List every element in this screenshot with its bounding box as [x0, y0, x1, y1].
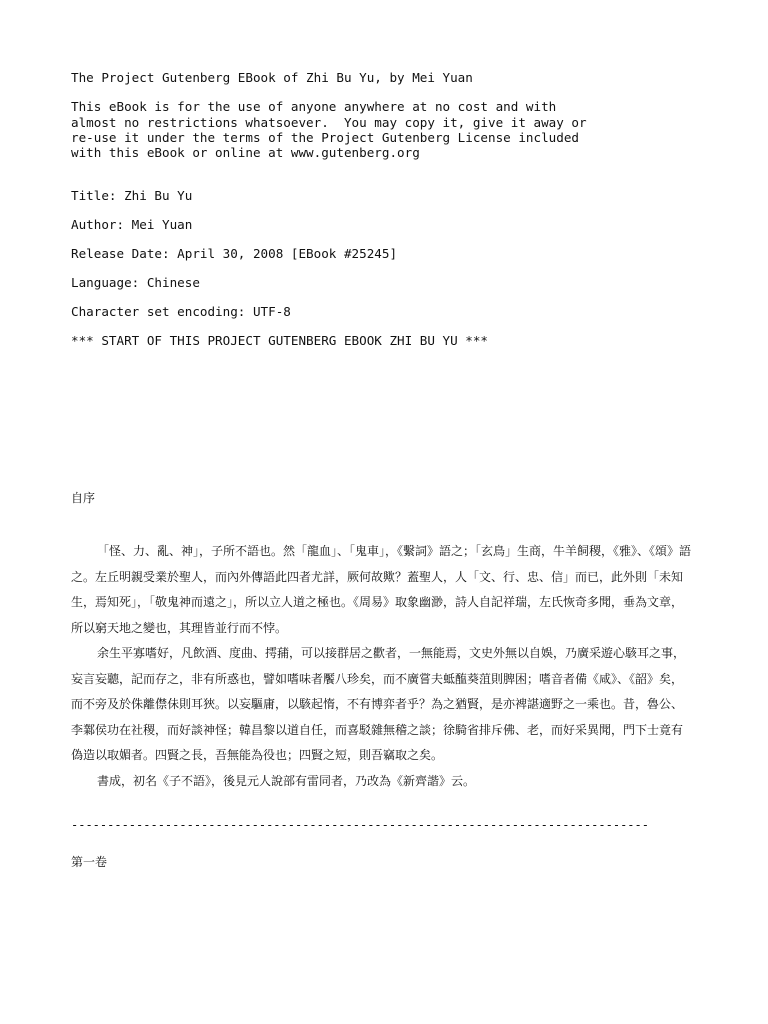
meta-encoding: Character set encoding: UTF-8 — [71, 304, 291, 319]
preface-paragraph-2: 余生平寡嗜好，凡飲酒、度曲、摴蒱，可以接群居之歡者，一無能焉，文史外無以自娛，乃廣采遊心駭耳之事，妄言妄聽，記而存之，非有所惑也，譬如嗜味者饜八珍矣，而不廣嘗夫蚳醢葵菹則脾困；嗜音者備《咸》、《韶》矣，而不旁及於侏離僸佅則耳狹。以妄驅庸，以駭起惰，不有博弈者乎？為之猶賢，是亦裨諶適野之一乘也。昔，魯公、李鄴侯功在社稷，而好談神怪；韓昌黎以道自任，而喜駁雜無稽之談；徐騎省排斥佛、老，而好采異聞，門下士竟有偽造以取媚者。四賢之長，吾無能為役也；四賢之短，則吾竊取之矣。 — [71, 646, 686, 762]
meta-author: Author: Mei Yuan — [71, 217, 193, 232]
meta-title: Title: Zhi Bu Yu — [71, 188, 193, 203]
preface-heading: 自序 — [71, 491, 96, 505]
preface-body — [71, 539, 691, 794]
preface-paragraph-1: 「怪、力、亂、神」，子所不語也。然「龍血」、「鬼車」，《繫詞》語之；「玄鳥」生商，牛羊飼稷，《雅》、《頌》語之。左丘明親受業於聖人，而內外傳語此四者尤詳，厥何故歟？蓋聖人，人「文、行、忠、信」而已，此外則「未知生，焉知死」，「敬鬼神而遠之」，所以立人道之極也。《周易》取象幽渺，詩人自記祥瑞，左氏恢奇多聞，垂為文章，所以窮天地之變也，其理皆並行而不悖。 — [71, 544, 692, 635]
start-marker: *** START OF THIS PROJECT GUTENBERG EBOOK ZHI BU YU *** — [71, 333, 489, 348]
license-line-1: This eBook is for the use of anyone anywhere at no cost and with — [71, 99, 557, 114]
meta-release-date: Release Date: April 30, 2008 [EBook #25245] — [71, 246, 398, 261]
section-divider: -------------------------------------------------------------------------------- — [71, 818, 649, 832]
preface-paragraph-3: 書成，初名《子不語》，後見元人說部有雷同者，乃改為《新齊諧》云。 — [97, 773, 476, 788]
license-line-4: with this eBook or online at www.gutenberg.org — [71, 145, 420, 160]
license-line-2: almost no restrictions whatsoever. You may copy it, give it away or — [71, 115, 587, 130]
chapter-heading: 第一卷 — [71, 855, 108, 869]
meta-language: Language: Chinese — [71, 275, 200, 290]
ebook-title-line: The Project Gutenberg EBook of Zhi Bu Yu, by Mei Yuan — [71, 70, 473, 85]
license-line-3: re-use it under the terms of the Project Gutenberg License included — [71, 130, 579, 145]
